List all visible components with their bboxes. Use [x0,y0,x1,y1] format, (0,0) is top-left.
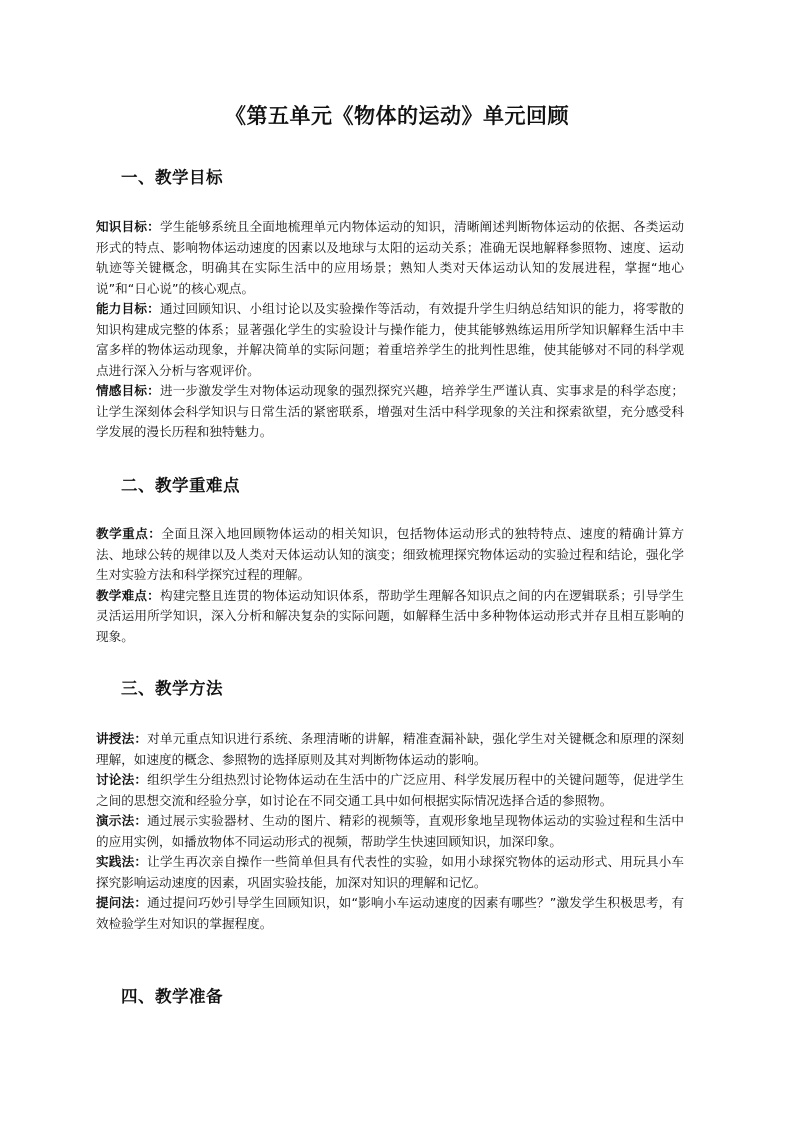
section-body-objectives [96,217,684,443]
section-heading-methods: 三、教学方法 [121,679,223,698]
section-heading-preparation: 四、教学准备 [121,987,223,1006]
paragraph-label: 讲授法： [96,731,148,746]
paragraph-label: 实践法： [96,854,148,869]
paragraph-text: 通过提问巧妙引导学生回顾知识，如“影响小车运动速度的因素有哪些？”激发学生积极思考，有效检验学生对知识的掌握程度。 [96,895,684,931]
paragraph-label: 能力目标： [96,301,160,316]
paragraph-discussion-method [96,770,684,811]
section-body-methods [96,729,684,934]
paragraph-ability-objective [96,299,684,381]
paragraph-demonstration-method [96,811,684,852]
document-title: 《第五单元《物体的运动》单元回顾 [225,104,569,128]
paragraph-text: 对单元重点知识进行系统、条理清晰的讲解，精准查漏补缺，强化学生对关键概念和原理的深刻理解，如速度的概念、参照物的选择原则及其对判断物体运动的影响。 [96,731,685,767]
paragraph-text: 让学生再次亲自操作一些简单但具有代表性的实验，如用小球探究物体的运动形式、用玩具小车探究影响运动速度的因素，巩固实验技能，加深对知识的理解和记忆。 [96,854,685,890]
paragraph-questioning-method [96,893,684,934]
paragraph-text: 构建完整且连贯的物体运动知识体系，帮助学生理解各知识点之间的内在逻辑联系；引导学生灵活运用所学知识，深入分析和解决复杂的实际问题，如解释生活中多种物体运动形式并存且相互影响的现象。 [96,587,685,644]
paragraph-label: 教学难点： [96,587,160,603]
paragraph-teaching-focus [96,524,684,586]
paragraph-practice-method [96,852,684,893]
paragraph-emotion-objective [96,381,684,443]
paragraph-label: 讨论法： [96,772,148,787]
paragraph-knowledge-objective [96,217,684,299]
paragraph-text: 学生能够系统且全面地梳理单元内物体运动的知识，清晰阐述判断物体运动的依据、各类运动形式的特点、影响物体运动速度的因素以及地球与太阳的运动关系；准确无误地解释参照物、速度、运动轨迹等关键概念，明确其在实际生活中的应用场景；熟知人类对天体运动认知的发展进程，掌握“地心说”和“日心说”的核心观点。 [96,219,685,296]
section-body-key-points [96,524,684,647]
section-heading-objectives: 一、教学目标 [121,168,223,187]
paragraph-lecture-method [96,729,684,770]
paragraph-text: 组织学生分组热烈讨论物体运动在生活中的广泛应用、科学发展历程中的关键问题等，促进学生之间的思想交流和经验分享，如讨论在不同交通工具中如何根据实际情况选择合适的参照物。 [96,772,685,808]
section-heading-key-points: 二、教学重难点 [121,476,240,495]
paragraph-label: 知识目标： [96,219,160,234]
paragraph-label: 情感目标： [96,383,160,398]
paragraph-label: 教学重点： [96,526,162,541]
paragraph-text: 全面且深入地回顾物体运动的相关知识，包括物体运动形式的独特特点、速度的精确计算方法、地球公转的规律以及人类对天体运动认知的演变；细致梳理探究物体运动的实验过程和结论，强化学生对实验方法和科学探究过程的理解。 [96,526,685,582]
paragraph-text: 通过回顾知识、小组讨论以及实验操作等活动，有效提升学生归纳总结知识的能力，将零散的知识构建成完整的体系；显著强化学生的实验设计与操作能力，使其能够熟练运用所学知识解释生活中丰富多样的物体运动现象，并解决简单的实际问题；着重培养学生的批判性思维，使其能够对不同的科学观点进行深入分析与客观评价。 [96,301,685,378]
paragraph-text: 通过展示实验器材、生动的图片、精彩的视频等，直观形象地呈现物体运动的实验过程和生活中的应用实例，如播放物体不同运动形式的视频，帮助学生快速回顾知识，加深印象。 [96,813,685,849]
paragraph-teaching-difficulty [96,586,684,648]
paragraph-label: 演示法： [96,813,148,828]
paragraph-text: 进一步激发学生对物体运动现象的强烈探究兴趣，培养学生严谨认真、实事求是的科学态度；让学生深刻体会科学知识与日常生活的紧密联系，增强对生活中科学现象的关注和探索欲望，充分感受科学发展的漫长历程和独特魅力。 [96,383,685,439]
paragraph-label: 提问法： [96,895,148,910]
